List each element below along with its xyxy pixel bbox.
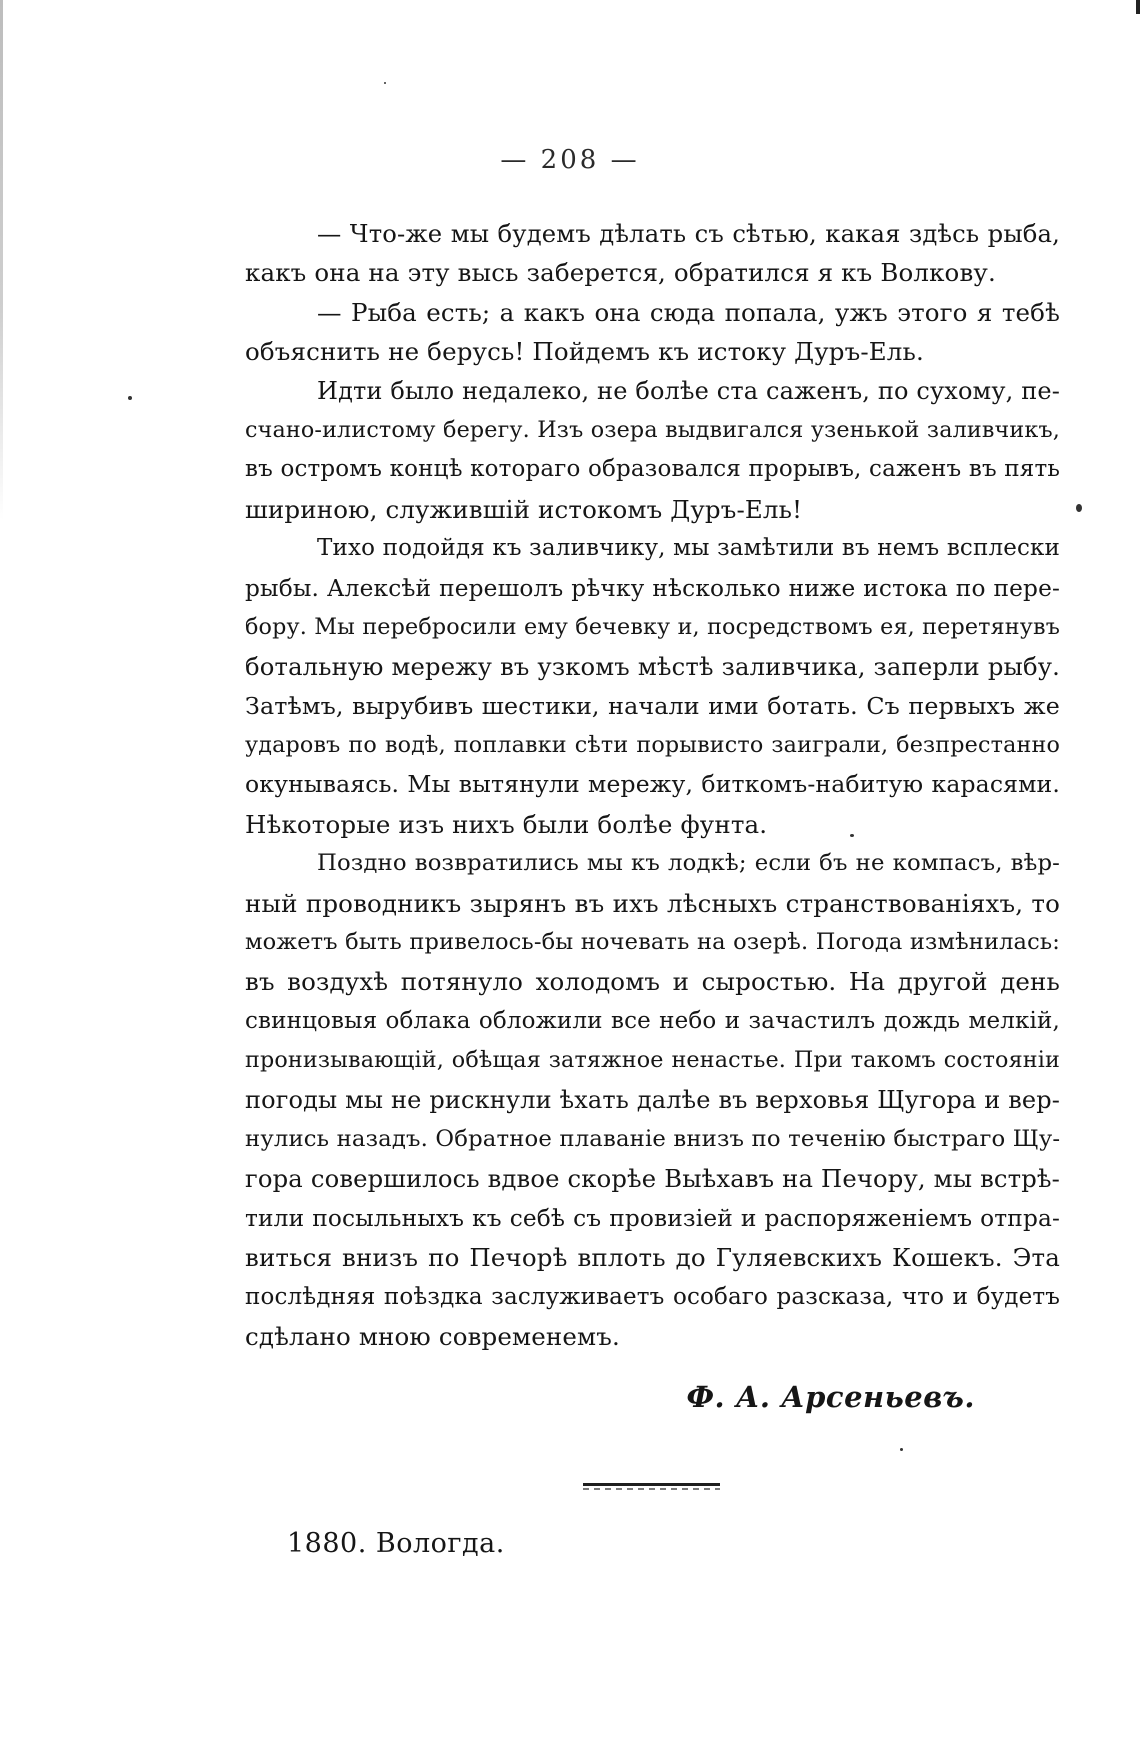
text-line: пронизывающій, обѣщая затяжное ненастье. При такомъ состояніи xyxy=(245,1047,1060,1074)
text-line: бору. Мы перебросили ему бечевку и, посредствомъ ея, перетянувъ xyxy=(245,613,1060,640)
dateline: 1880. Вологда. xyxy=(287,1528,505,1559)
page-edge-shadow xyxy=(0,0,3,520)
text-line: Тихо подойдя къ заливчику, мы замѣтили въ немъ всплески xyxy=(317,535,1060,562)
text-line: — Рыба есть; а какъ она сюда попала, ужъ этого я тебѣ xyxy=(317,297,1060,327)
ink-speck xyxy=(850,834,854,837)
text-line: Поздно возвратились мы къ лодкѣ; если бъ не компасъ, вѣр- xyxy=(317,850,1060,877)
separator-rule xyxy=(583,1483,720,1486)
text-line: свинцовыя облака обложили все небо и зачастилъ дождь мелкій, xyxy=(245,1007,1060,1034)
text-line: Нѣкоторые изъ нихъ были болѣе фунта. xyxy=(245,809,768,839)
text-line: виться внизъ по Печорѣ вплоть до Гуляевскихъ Кошекъ. Эта xyxy=(245,1243,1060,1273)
text-line: — Что-же мы будемъ дѣлать съ сѣтью, какая здѣсь рыба, xyxy=(317,219,1060,248)
page-number: — 208 — xyxy=(500,145,640,175)
text-line: погоды мы не рискнули ѣхать далѣе въ верховья Щугора и вер- xyxy=(245,1085,1060,1114)
text-line: гора совершилось вдвое скорѣе Выѣхавъ на Печору, мы встрѣ- xyxy=(245,1164,1060,1194)
text-line: можетъ быть привелось-бы ночевать на озерѣ. Погода измѣнилась: xyxy=(245,929,1060,956)
ink-speck xyxy=(128,396,132,400)
author-signature: Ф. А. Арсеньевъ. xyxy=(686,1380,975,1414)
text-line: рыбы. Алексѣй перешолъ рѣчку нѣсколько ниже истока по пере- xyxy=(245,574,1060,602)
text-line: какъ она на эту высь заберется, обратился я къ Волкову. xyxy=(245,258,996,288)
ink-speck xyxy=(384,82,386,84)
text-line: тили посыльныхъ къ себѣ съ провизіей и распоряженіемъ отпра- xyxy=(245,1204,1060,1232)
text-line: послѣдняя поѣздка заслуживаетъ особаго разсказа, что и будетъ xyxy=(245,1283,1060,1310)
text-line: окунываясь. Мы вытянули мережу, биткомъ-набитую карасями. xyxy=(245,770,1060,799)
body-text xyxy=(245,214,1060,1356)
text-line: объяснить не берусь! Пойдемъ къ истоку Дуръ-Ель. xyxy=(245,337,924,367)
separator-rule-dots xyxy=(583,1488,720,1490)
ink-speck xyxy=(1076,504,1082,512)
text-line: ный проводникъ зырянъ въ ихъ лѣсныхъ странствованіяхъ, то xyxy=(245,888,1060,918)
text-line: Идти было недалеко, не болѣе ста саженъ, по сухому, пе- xyxy=(317,376,1060,405)
scan-mark xyxy=(1136,0,1140,14)
text-line: ударовъ по водѣ, поплавки сѣти порывисто заиграли, безпрестанно xyxy=(245,732,1060,759)
ink-speck xyxy=(900,1448,903,1451)
text-line: ботальную мережу въ узкомъ мѣстѣ заливчика, заперли рыбу. xyxy=(245,652,1060,682)
text-line: счано-илистому берегу. Изъ озера выдвигался узенькой заливчикъ, xyxy=(245,416,1060,443)
text-line: нулись назадъ. Обратное плаваніе внизъ по теченію быстраго Щу- xyxy=(245,1125,1061,1152)
text-line: шириною, служившій истокомъ Дуръ-Ель! xyxy=(245,494,803,524)
text-line: сдѣлано мною современемъ. xyxy=(245,1321,620,1351)
text-line: въ воздухѣ потянуло холодомъ и сыростью. На другой день xyxy=(245,967,1060,997)
text-line: въ остромъ концѣ котораго образовался прорывъ, саженъ въ пять xyxy=(245,456,1060,483)
text-line: Затѣмъ, вырубивъ шестики, начали ими ботать. Съ первыхъ же xyxy=(245,691,1060,720)
